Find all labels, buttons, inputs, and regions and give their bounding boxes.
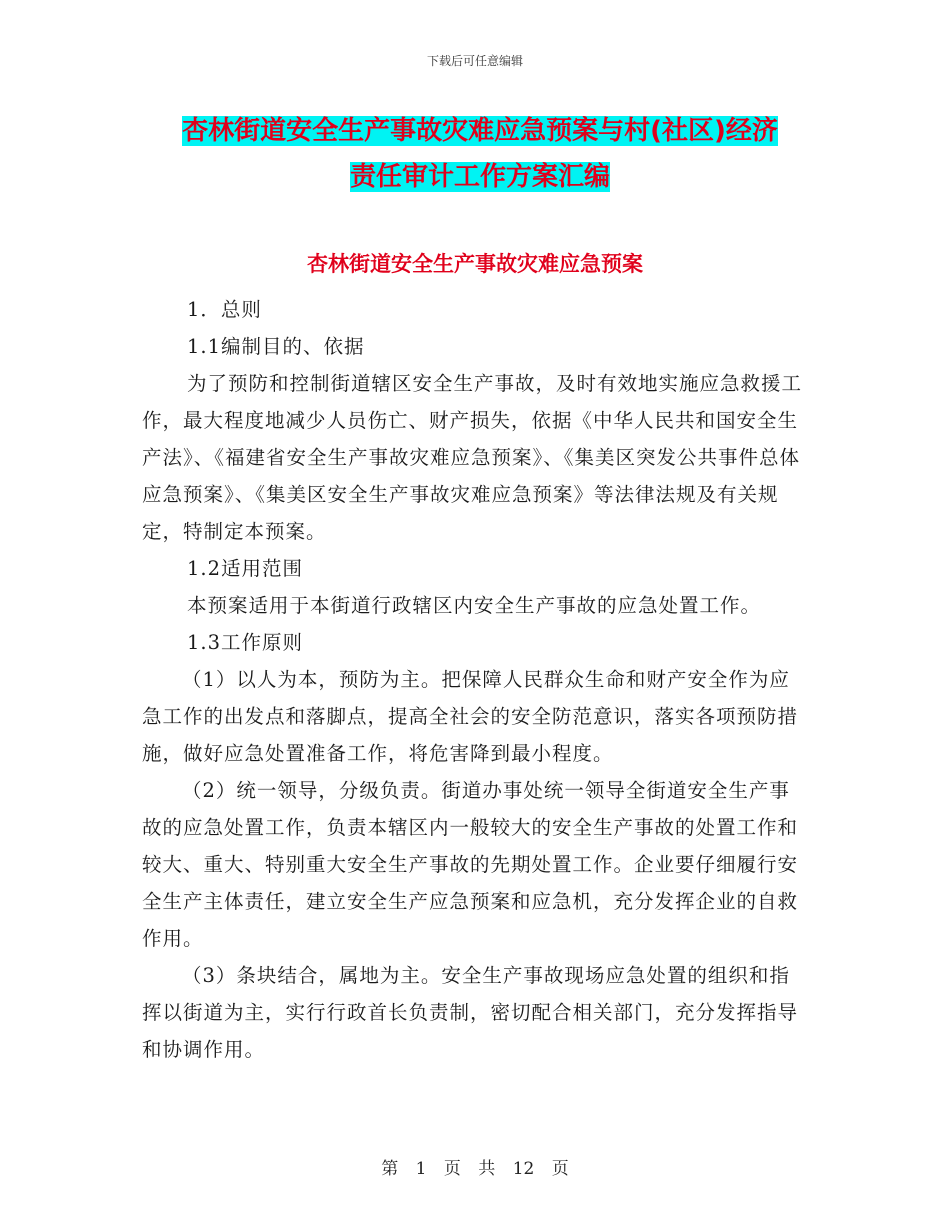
- footer-prefix: 第: [381, 1159, 399, 1179]
- section-title: 杏林街道安全生产事故灾难应急预案: [307, 252, 643, 276]
- paragraph-principle-3: （3）条块结合，属地为主。安全生产事故现场应急处置的组织和指挥以街道为主，实行行政首长负责制，密切配合相关部门，充分发挥指导和协调作用。: [142, 964, 799, 1061]
- footer-suffix: 页: [551, 1159, 569, 1179]
- heading-purpose: 1.1编制目的、依据: [187, 335, 365, 358]
- footer-total-pages: 12: [512, 1159, 535, 1179]
- document-body: [142, 291, 808, 1068]
- heading-general: 1．总则: [187, 298, 262, 321]
- paragraph-scope: 本预案适用于本街道行政辖区内安全生产事故的应急处置工作。: [187, 594, 762, 617]
- heading-principles: 1.3工作原则: [187, 631, 304, 654]
- footer-page-word: 页: [443, 1159, 461, 1179]
- footer-total-word: 共: [478, 1159, 496, 1179]
- document-title: [140, 108, 820, 200]
- footer-page-number: 1: [415, 1159, 427, 1179]
- document-title-line-2: 责任审计工作方案汇编: [349, 162, 610, 192]
- paragraph-purpose: 为了预防和控制街道辖区安全生产事故，及时有效地实施应急救援工作，最大程度地减少人员伤亡、财产损失，依据《中华人民共和国安全生产法》、《福建省安全生产事故灾难应急预案》、《集美区突发公共事件总体应急预案》、《集美区安全生产事故灾难应急预案》等法律法规及有关规定，特制定本预案。: [142, 372, 803, 543]
- document-title-line-1: 杏林街道安全生产事故灾难应急预案与村(社区)经济: [182, 116, 778, 146]
- heading-scope: 1.2适用范围: [187, 557, 304, 580]
- page-footer: [0, 1154, 950, 1179]
- header-note: 下载后可任意编辑: [426, 54, 523, 68]
- paragraph-principle-2: （2）统一领导，分级负责。街道办事处统一领导全街道安全生产事故的应急处置工作，负责本辖区内一般较大的安全生产事故的处置工作和较大、重大、特别重大安全生产事故的先期处置工作。企业要仔细履行安全生产主体责任，建立安全生产应急预案和应急机，充分发挥企业的自救作用。: [142, 779, 799, 950]
- paragraph-principle-1: （1）以人为本，预防为主。把保障人民群众生命和财产安全作为应急工作的出发点和落脚点，提高全社会的安全防范意识，落实各项预防措施，做好应急处置准备工作，将危害降到最小程度。: [142, 668, 799, 765]
